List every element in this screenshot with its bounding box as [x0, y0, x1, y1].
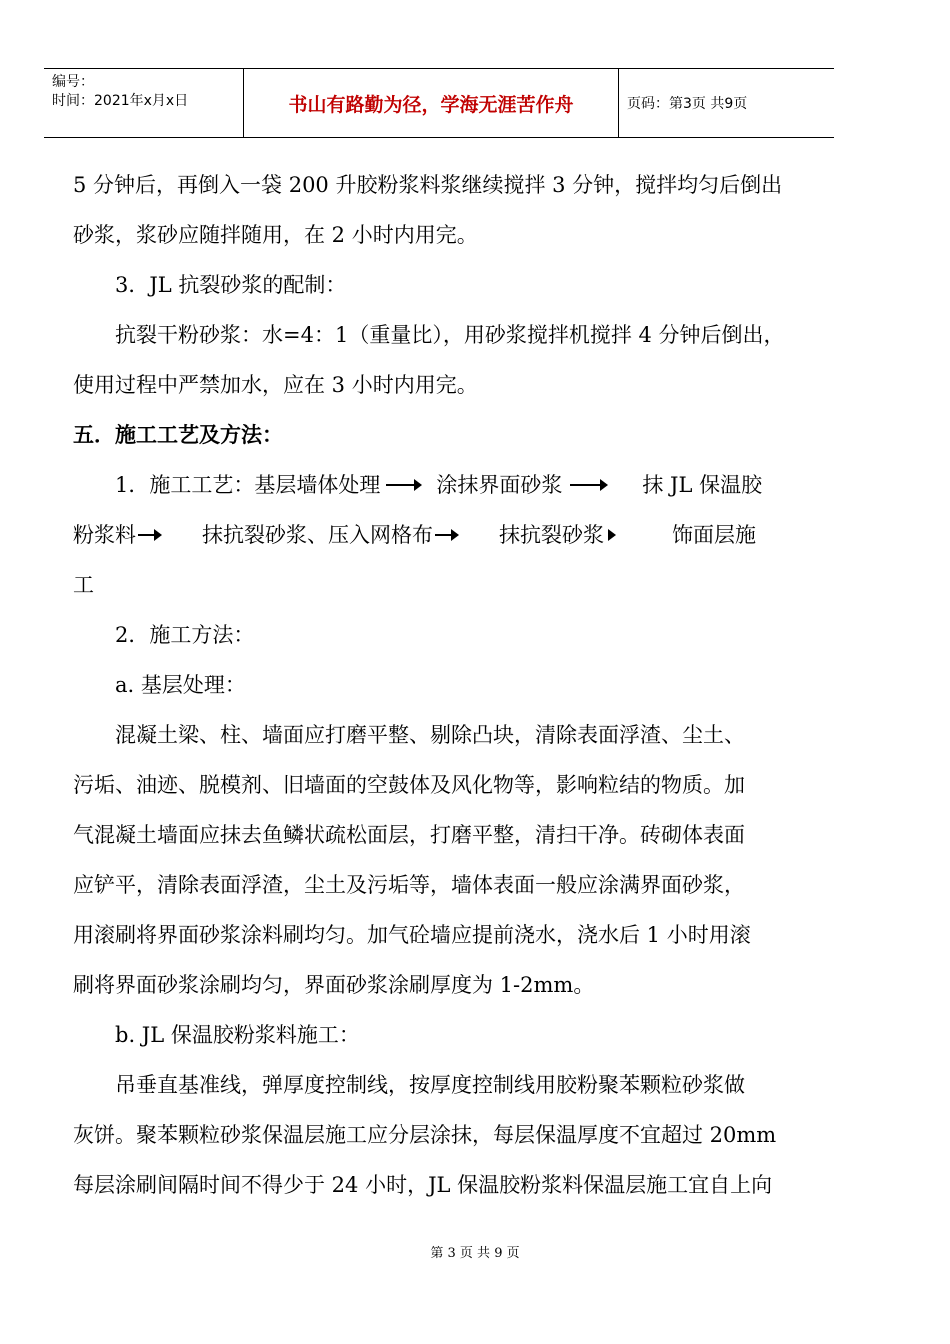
- paragraph-line: 使用过程中严禁加水，应在 3 小时内用完。: [73, 373, 478, 397]
- paragraph-line: 灰饼。聚苯颗粒砂浆保温层施工应分层涂抹，每层保温厚度不宜超过 20mm: [73, 1123, 777, 1147]
- arrow-right-icon: [610, 534, 614, 536]
- paragraph-line: 气混凝土墙面应抹去鱼鳞状疏松面层，打磨平整，清扫干净。砖砌体表面: [73, 823, 745, 847]
- document-body: [73, 160, 833, 1210]
- page-footer: 第 3 页 共 9 页: [430, 1246, 520, 1261]
- flow-step: 涂抹界面砂浆: [436, 473, 563, 497]
- subsection-heading: a. 基层处理：: [115, 673, 246, 697]
- paragraph-line: 每层涂刷间隔时间不得少于 24 小时，JL 保温胶粉浆料保温层施工宜自上向: [73, 1173, 773, 1197]
- arrow-right-icon: [570, 484, 606, 486]
- paragraph-line: 吊垂直基准线，弹厚度控制线，按厚度控制线用胶粉聚苯颗粒砂浆做: [115, 1073, 745, 1097]
- flow-step: 抹抗裂砂浆、压入网格布: [202, 523, 433, 547]
- arrow-right-icon: [435, 534, 457, 536]
- page-label: 页码：第3页 共9页: [627, 96, 748, 112]
- number-label: 编号：: [52, 74, 94, 90]
- page-header: [44, 68, 834, 138]
- paragraph-line: 用滚刷将界面砂浆涂料刷均匀。加气砼墙应提前浇水，浇水后 1 小时用滚: [73, 923, 751, 947]
- paragraph-line: 应铲平，清除表面浮渣，尘土及污垢等，墙体表面一般应涂满界面砂浆，: [73, 873, 745, 897]
- paragraph-line: 5 分钟后，再倒入一袋 200 升胶粉浆料浆继续搅拌 3 分钟，搅拌均匀后倒出: [73, 173, 783, 197]
- header-page-cell: [619, 69, 834, 137]
- process-flow-line-1: [73, 460, 833, 510]
- paragraph-line: 污垢、油迹、脱模剂、旧墙面的空鼓体及风化物等，影响粒结的物质。加: [73, 773, 745, 797]
- flow-step: 抹 JL 保温胶: [642, 473, 763, 497]
- section-heading: 五．施工工艺及方法：: [73, 422, 283, 447]
- time-label: 时间：2021年x月x日: [52, 93, 189, 109]
- paragraph-line: 抗裂干粉砂浆：水=4：1（重量比），用砂浆搅拌机搅拌 4 分钟后倒出，: [115, 323, 785, 347]
- motto: 书山有路勤为径，学海无涯苦作舟: [288, 93, 574, 116]
- header-meta: [44, 69, 244, 137]
- subsection-heading: b. JL 保温胶粉浆料施工：: [115, 1023, 360, 1047]
- paragraph-line: 混凝土梁、柱、墙面应打磨平整、剔除凸块，清除表面浮渣、尘土、: [115, 723, 745, 747]
- flow-step: 粉浆料: [73, 523, 136, 547]
- arrow-right-icon: [386, 484, 420, 486]
- subsection-heading: 3．JL 抗裂砂浆的配制：: [115, 273, 347, 297]
- paragraph-line: 砂浆，浆砂应随拌随用，在 2 小时内用完。: [73, 223, 478, 247]
- arrow-right-icon: [138, 534, 160, 536]
- header-motto-cell: [244, 69, 619, 137]
- flow-step: 饰面层施: [672, 523, 756, 547]
- flow-step: 1．施工工艺：基层墙体处理: [115, 473, 381, 497]
- paragraph-line: 工: [73, 573, 94, 597]
- subsection-heading: 2．施工方法：: [115, 623, 255, 647]
- paragraph-line: 刷将界面砂浆涂刷均匀，界面砂浆涂刷厚度为 1-2mm。: [73, 973, 595, 997]
- flow-step: 抹抗裂砂浆: [499, 523, 604, 547]
- process-flow-line-2: [73, 510, 833, 560]
